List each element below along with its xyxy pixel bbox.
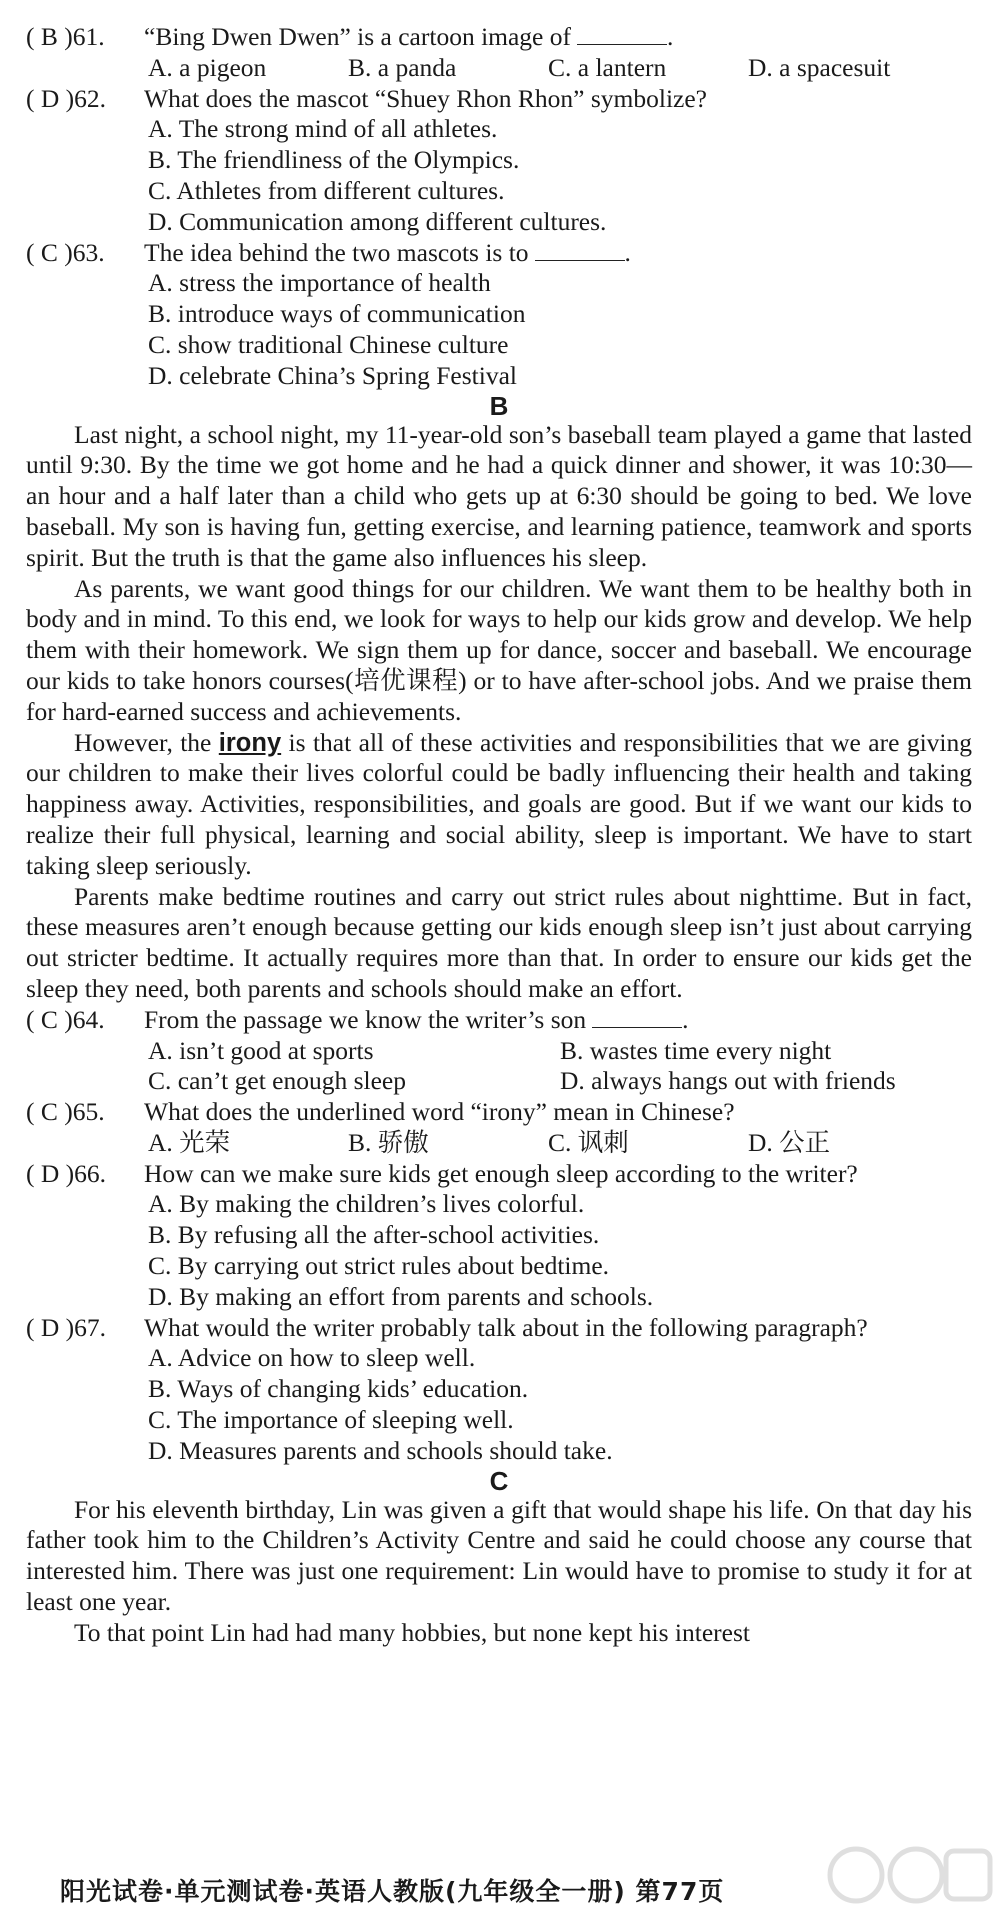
option-b: B. 骄傲 — [348, 1127, 429, 1157]
options-61 — [26, 53, 972, 84]
option-d: D. By making an effort from parents and schools. — [148, 1281, 654, 1311]
answer-67: ( D )67. — [26, 1312, 107, 1342]
question-61-stem: “Bing Dwen Dwen” is a cartoon image of — [144, 22, 571, 51]
passage-b-paragraph-1: Last night, a school night, my 11-year-old son’s baseball team played a game that lasted until 9:30. By the time we got home and he had a quick dinner and shower, it was 10:30—an hour and a half later than a child who gets up at 6:30 should be going to bed. We love baseball. My son is having fun, getting exercise, and learning patience, teamwork and sports spirit. But the truth is that the game also influences his sleep. — [26, 419, 972, 572]
option-c: C. By carrying out strict rules about bedtime. — [148, 1251, 610, 1281]
options-67 — [26, 1343, 972, 1466]
passage-c-paragraph-1: For his eleventh birthday, Lin was given a gift that would shape his life. On that day his father took him to the Children’s Activity Centre and said he could choose any course that interested him. There was just one requirement: Lin would have to promise to study it for at least one year. — [26, 1494, 972, 1617]
option-c: C. Athletes from different cultures. — [148, 175, 505, 205]
answer-66: ( D )66. — [26, 1158, 107, 1188]
answer-blank — [535, 240, 625, 261]
option-c: C. 讽刺 — [548, 1127, 629, 1157]
option-b: B. wastes time every night — [560, 1035, 832, 1065]
option-d: D. celebrate China’s Spring Festival — [148, 360, 517, 390]
answer-blank — [592, 1007, 682, 1028]
question-63: ( C )63. The idea behind the two mascots is to . — [26, 237, 631, 267]
option-b: B. introduce ways of communication — [148, 299, 526, 329]
option-b: B. By refusing all the after-school activities. — [148, 1220, 600, 1250]
option-a: A. a pigeon — [148, 52, 267, 82]
option-d: D. Measures parents and schools should take. — [148, 1435, 613, 1465]
options-64-row-1 — [26, 1036, 972, 1067]
question-67 — [26, 1313, 972, 1344]
option-c: C. a lantern — [548, 52, 667, 82]
question-62 — [26, 84, 972, 115]
option-d: D. a spacesuit — [748, 52, 891, 82]
option-a: A. The strong mind of all athletes. — [148, 114, 498, 144]
question-61: ( B )61. “Bing Dwen Dwen” is a cartoon image of . — [26, 22, 674, 51]
answer-61: ( B )61. — [26, 22, 105, 51]
question-62-stem: What does the mascot “Shuey Rhon Rhon” symbolize? — [144, 83, 708, 113]
option-a: A. Advice on how to sleep well. — [148, 1343, 476, 1373]
section-c-heading: C — [489, 1465, 509, 1496]
option-c: C. show traditional Chinese culture — [148, 329, 509, 359]
passage-c-paragraph-2: To that point Lin had had many hobbies, but none kept his interest — [74, 1617, 750, 1647]
options-64-row-2 — [26, 1066, 972, 1097]
option-d: D. always hangs out with friends — [560, 1066, 896, 1096]
underlined-word-irony: irony — [218, 728, 282, 757]
watermark-logo — [816, 1841, 996, 1913]
option-c: C. The importance of sleeping well. — [148, 1405, 514, 1435]
answer-62: ( D )62. — [26, 83, 107, 113]
option-a: A. stress the importance of health — [148, 268, 491, 298]
option-b: B. Ways of changing kids’ education. — [148, 1374, 529, 1404]
answer-64: ( C )64. — [26, 1004, 105, 1034]
question-66 — [26, 1159, 972, 1190]
section-b-heading: B — [489, 390, 509, 421]
question-64-stem: From the passage we know the writer’s son — [144, 1004, 587, 1034]
answer-63: ( C )63. — [26, 237, 105, 267]
passage-b-paragraph-2: As parents, we want good things for our children. We want them to be healthy both in body and in mind. To this end, we look for ways to help our kids grow and develop. We help them with their homework. We sign them up for dance, soccer and baseball. We encourage our kids to take honors courses(培优课程) or to have after-school jobs. And we praise them for hard-earned success and achievements. — [26, 573, 972, 726]
question-65-stem: What does the underlined word “irony” mean in Chinese? — [144, 1097, 735, 1127]
exam-page — [26, 22, 972, 1649]
question-67-stem: What would the writer probably talk about in the following paragraph? — [144, 1312, 868, 1342]
question-65 — [26, 1097, 972, 1128]
question-66-stem: How can we make sure kids get enough sleep according to the writer? — [144, 1158, 858, 1188]
option-a: A. isn’t good at sports — [148, 1035, 374, 1065]
options-66 — [26, 1189, 972, 1312]
passage-b-paragraph-4: Parents make bedtime routines and carry out strict rules about nighttime. But in fact, these measures aren’t enough because getting our kids enough sleep isn’t just about carrying out stricter bedtime. It actually requires more than that. In order to ensure our kids get the sleep they need, both parents and schools should make an effort. — [26, 881, 972, 1003]
options-65 — [26, 1128, 972, 1159]
page-footer: 阳光试卷·单元测试卷·英语人教版(九年级全一册) 第77页 — [60, 1877, 725, 1906]
options-63 — [26, 268, 972, 391]
option-b: B. The friendliness of the Olympics. — [148, 145, 520, 175]
option-a: A. By making the children’s lives colorful. — [148, 1189, 585, 1219]
answer-blank — [577, 24, 667, 45]
option-c: C. can’t get enough sleep — [148, 1066, 407, 1096]
question-63-stem: The idea behind the two mascots is to — [144, 237, 529, 267]
options-62 — [26, 114, 972, 237]
option-d: D. 公正 — [748, 1127, 831, 1157]
option-a: A. 光荣 — [148, 1127, 231, 1157]
passage-b-paragraph-3: However, the irony is that all of these activities and responsibilities that we are giving our children to make their lives colorful could be badly influencing their health and taking happiness away. Activities, responsibilities, and goals are good. But if we want our kids to realize their full physical, learning and social ability, sleep is important. We have to start taking sleep seriously. — [26, 727, 972, 880]
question-64: ( C )64. From the passage we know the writer’s son . — [26, 1004, 689, 1034]
option-b: B. a panda — [348, 52, 457, 82]
option-d: D. Communication among different cultures. — [148, 206, 607, 236]
answer-65: ( C )65. — [26, 1097, 105, 1127]
